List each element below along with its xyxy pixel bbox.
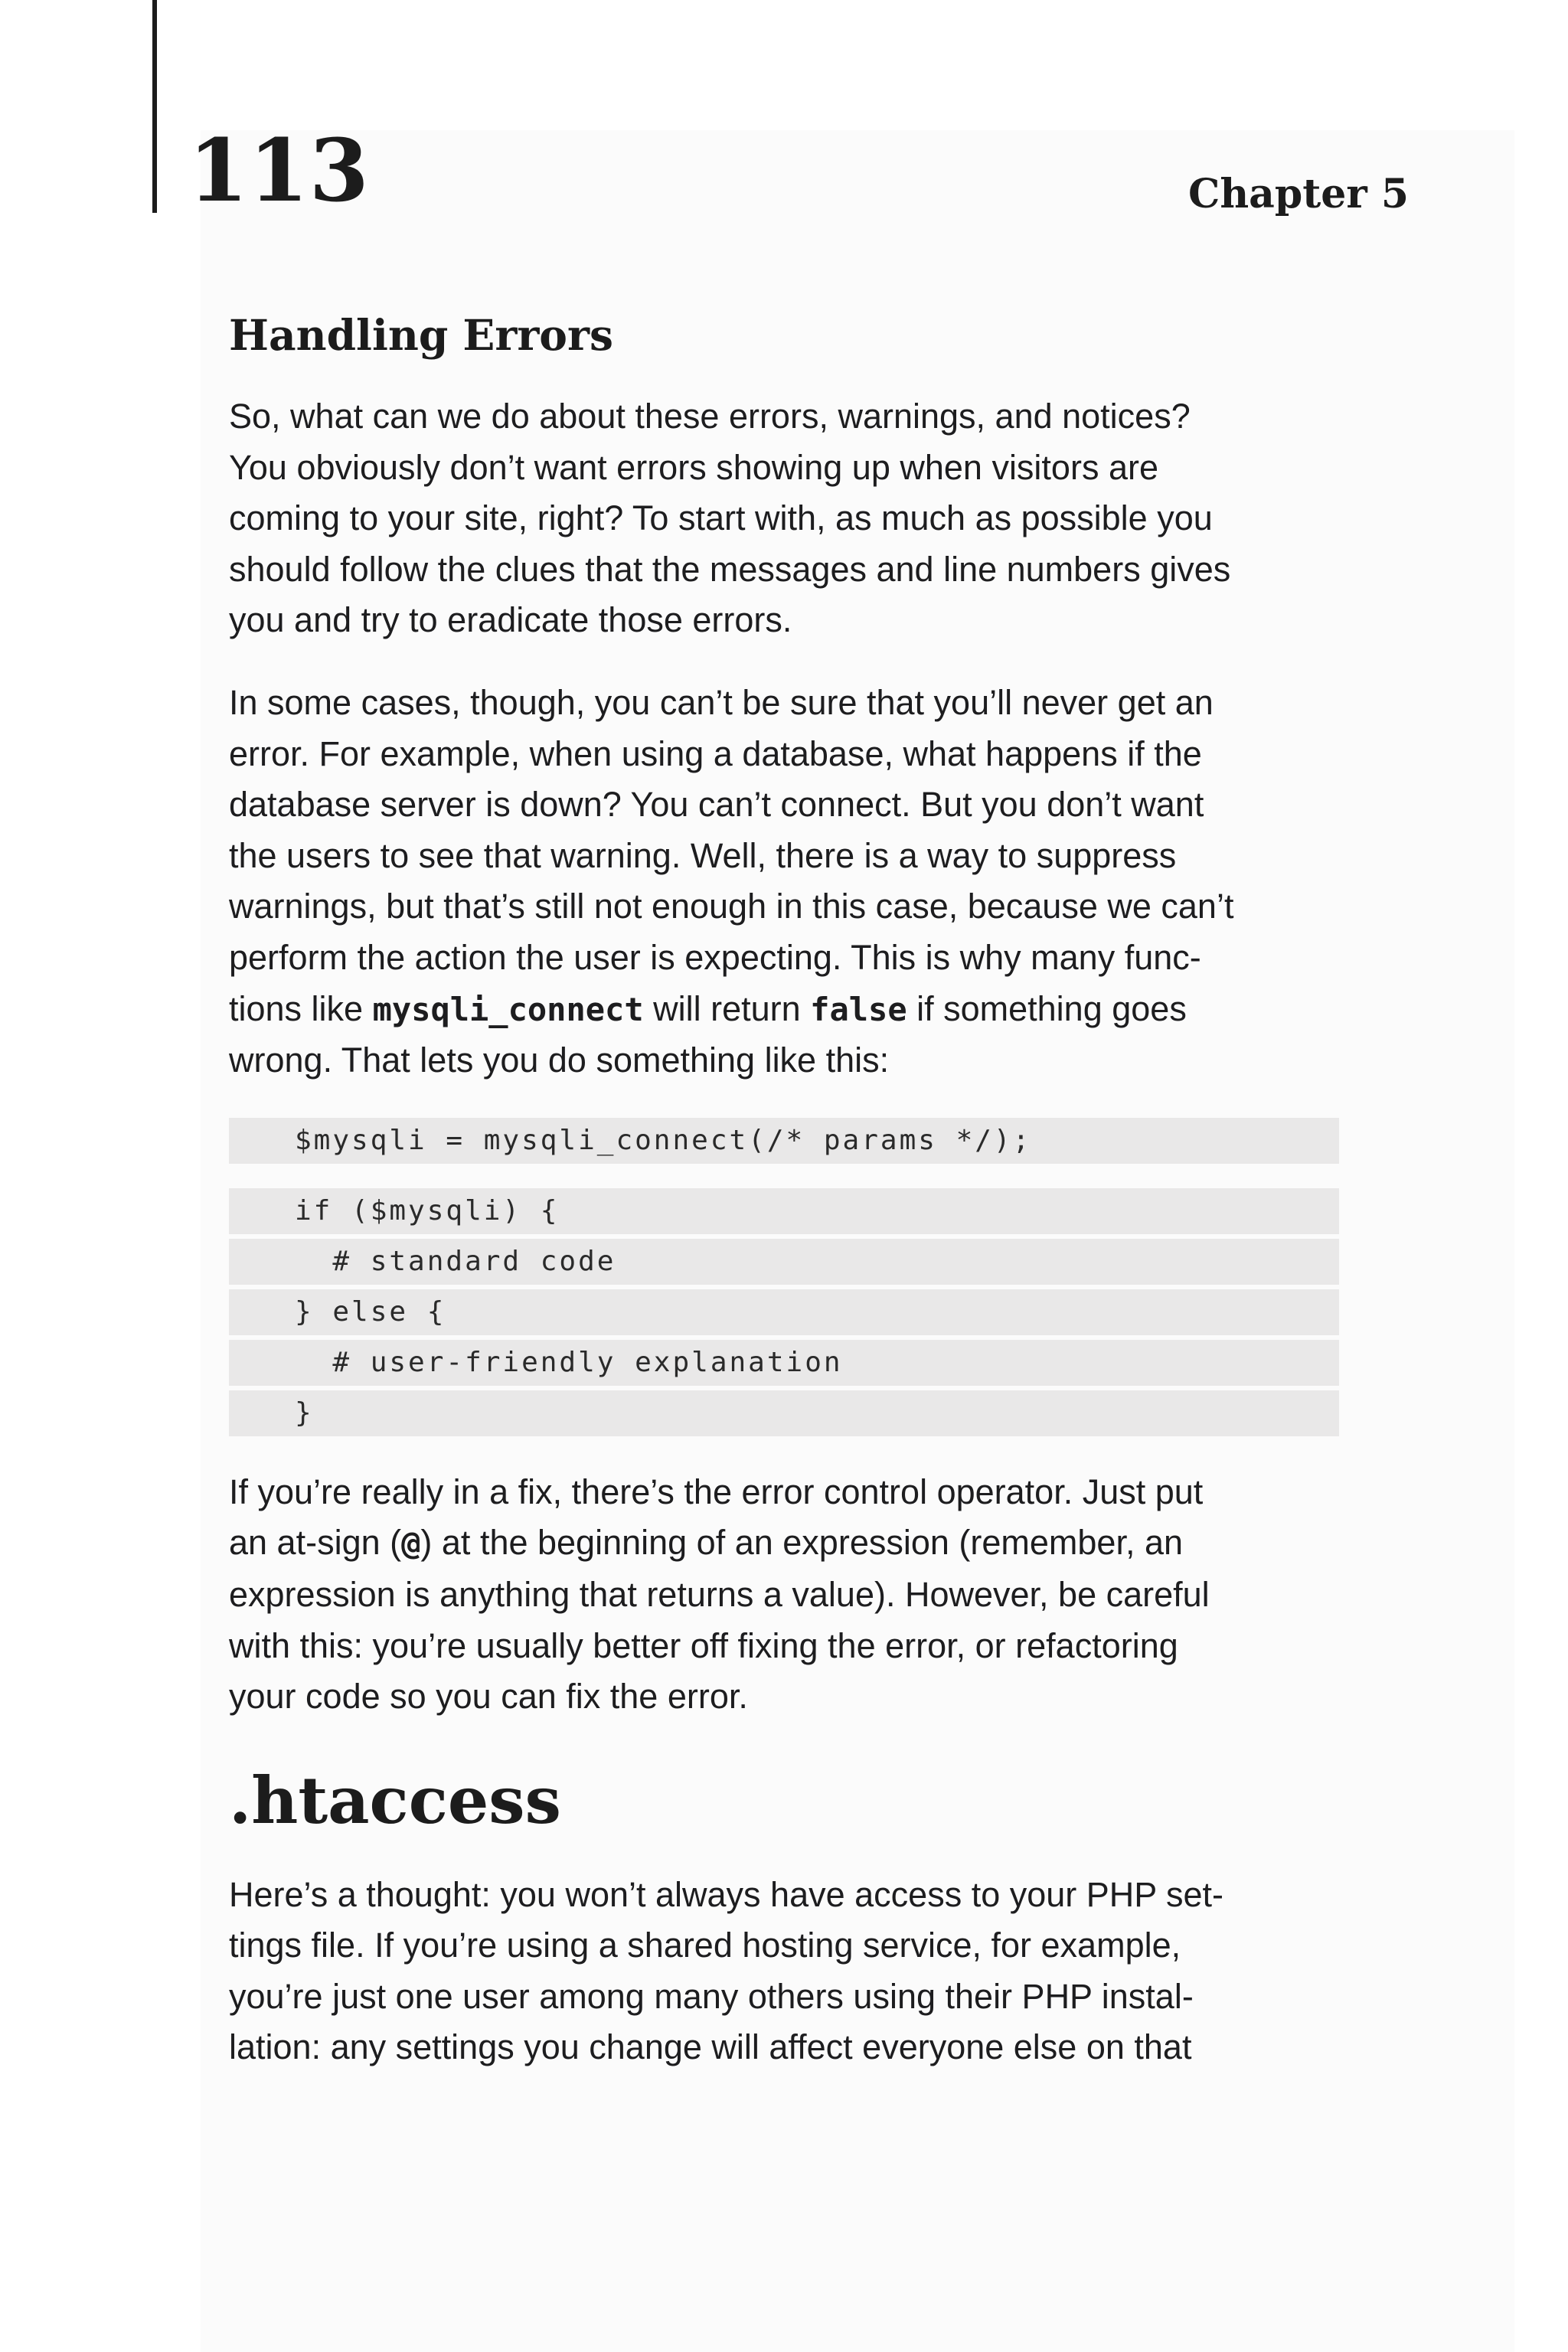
text-line — [229, 1517, 1339, 1570]
inline-code: @ — [401, 1524, 421, 1563]
text-line: perform the action the user is expecting. This is why many func- — [229, 937, 1201, 977]
text-line: database server is down? You can’t connect. But you don’t want — [229, 785, 1204, 825]
code-line: if ($mysqli) { — [229, 1188, 1339, 1234]
chapter-label: Chapter 5 — [1187, 171, 1409, 217]
text-fragment: tions like — [229, 988, 373, 1028]
text-fragment: will return — [643, 988, 811, 1028]
page-content — [229, 310, 1339, 2105]
text-fragment: if something goes — [906, 988, 1187, 1028]
paragraph — [229, 1467, 1339, 1723]
text-line: expression is anything that returns a value). However, be careful — [229, 1574, 1210, 1614]
text-fragment: ) at the beginning of an expression (remember, an — [420, 1523, 1184, 1563]
text-line: lation: any settings you change will affect everyone else on that — [229, 2027, 1192, 2067]
paragraph — [229, 678, 1339, 1086]
text-line: error. For example, when using a database, what happens if the — [229, 733, 1202, 773]
code-block — [229, 1118, 1339, 1436]
text-line: In some cases, though, you can’t be sure that you’ll never get an — [229, 682, 1214, 722]
text-line: the users to see that warning. Well, there is a way to suppress — [229, 835, 1177, 875]
text-line: your code so you can fix the error. — [229, 1677, 748, 1717]
text-line: you and try to eradicate those errors. — [229, 600, 792, 640]
text-line: tings file. If you’re using a shared hosting service, for example, — [229, 1926, 1181, 1965]
text-line: coming to your site, right? To start with, as much as possible you — [229, 498, 1213, 538]
code-line: } — [229, 1390, 1339, 1436]
text-line: You obviously don’t want errors showing up when visitors are — [229, 447, 1158, 487]
code-line: } else { — [229, 1289, 1339, 1335]
text-line: with this: you’re usually better off fixing the error, or refactoring — [229, 1625, 1178, 1665]
text-line: If you’re really in a fix, there’s the error control operator. Just put — [229, 1472, 1204, 1511]
text-line: should follow the clues that the messages and line numbers gives — [229, 549, 1231, 589]
section-heading-handling-errors: Handling Errors — [229, 310, 613, 360]
text-line: So, what can we do about these errors, warnings, and notices? — [229, 397, 1191, 436]
inline-code: mysqli_connect — [372, 990, 644, 1028]
header-rule — [152, 0, 157, 213]
text-fragment: an at-sign ( — [229, 1523, 402, 1563]
section-heading-htaccess: .htaccess — [229, 1762, 561, 1838]
paragraph — [229, 1870, 1339, 2073]
code-line: # standard code — [229, 1239, 1339, 1285]
text-line: warnings, but that’s still not enough in this case, because we can’t — [229, 887, 1234, 926]
text-line: Here’s a thought: you won’t always have access to your PHP set- — [229, 1874, 1224, 1914]
paragraph — [229, 391, 1339, 646]
inline-code: false — [810, 990, 907, 1028]
text-line: wrong. That lets you do something like this: — [229, 1040, 890, 1080]
code-line: # user-friendly explanation — [229, 1340, 1339, 1386]
code-line: $mysqli = mysqli_connect(/* params */); — [229, 1118, 1339, 1164]
text-line: you’re just one user among many others using their PHP instal- — [229, 1976, 1194, 2016]
text-line — [229, 984, 1339, 1036]
page-number: 113 — [188, 121, 370, 221]
